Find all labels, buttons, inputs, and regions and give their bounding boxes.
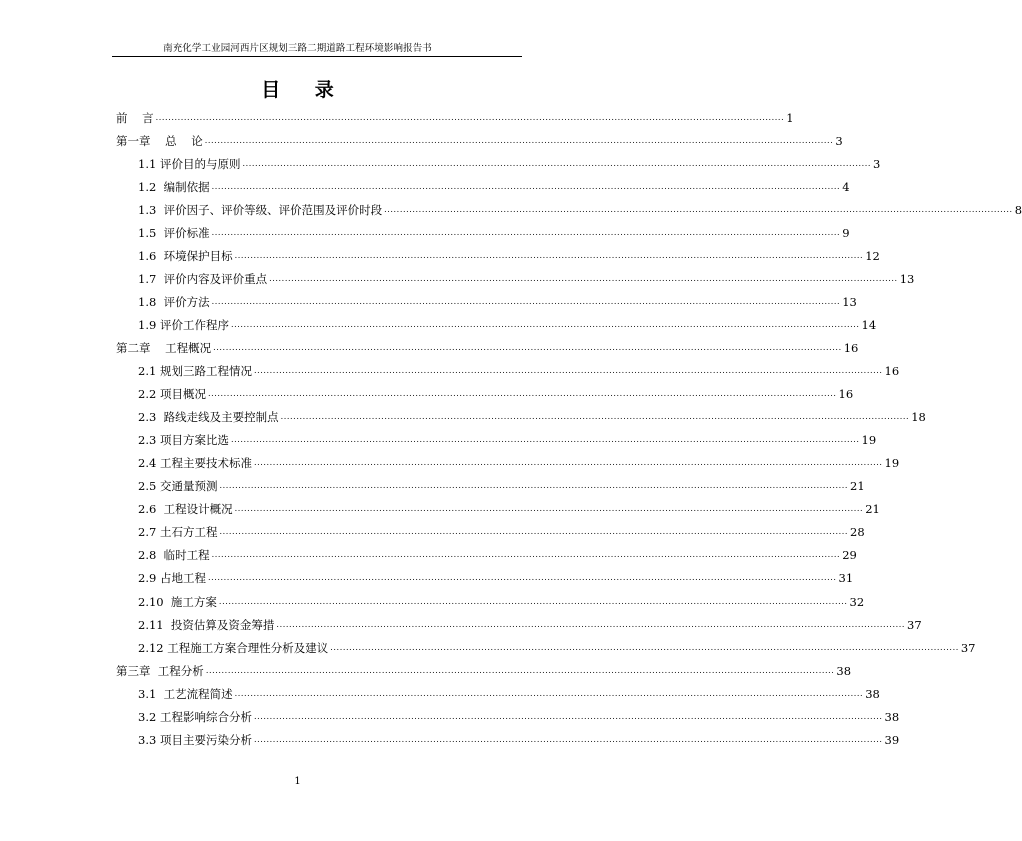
toc-entry-label: 2.4 工程主要技术标准 bbox=[138, 456, 252, 471]
toc-entry-page: 29 bbox=[842, 548, 857, 563]
toc-dot-leader: ........................................................................................................................................................................................................ bbox=[207, 389, 837, 399]
toc-entry[interactable] bbox=[116, 290, 857, 313]
toc-entry-label: 2.9 占地工程 bbox=[138, 571, 206, 586]
toc-entry-page: 19 bbox=[884, 456, 900, 471]
toc-entry-label: 2.1 规划三路工程情况 bbox=[138, 364, 252, 379]
toc-entry-label: 第三章 工程分析 bbox=[116, 663, 204, 678]
toc-entry-label: 1.1 评价目的与原则 bbox=[138, 156, 241, 171]
toc-entry[interactable] bbox=[116, 498, 880, 521]
toc-entry[interactable] bbox=[116, 106, 794, 129]
toc-entry-label: 1.6 环境保护目标 bbox=[138, 248, 233, 263]
toc-entry-label: 2.5 交通量预测 bbox=[138, 479, 218, 494]
toc-entry-page: 38 bbox=[836, 663, 852, 678]
toc-entry-label: 2.7 土石方工程 bbox=[138, 525, 218, 540]
page-number: 1 bbox=[294, 776, 301, 787]
toc-entry-page: 3 bbox=[835, 133, 843, 148]
toc-dot-leader: ........................................................................................................................................................................................................ bbox=[213, 342, 842, 352]
toc-entry[interactable] bbox=[116, 636, 976, 659]
toc-entry-label: 1.3 评价因子、评价等级、评价范围及评价时段 bbox=[138, 202, 383, 217]
toc-entry-page: 1 bbox=[786, 110, 794, 125]
toc-entry[interactable] bbox=[116, 659, 852, 682]
toc-entry-label: 1.9 评价工作程序 bbox=[138, 317, 229, 332]
toc-entry-page: 38 bbox=[884, 709, 900, 724]
toc-entry-label: 3.1 工艺流程简述 bbox=[138, 686, 233, 701]
toc-entry-page: 16 bbox=[884, 364, 900, 379]
toc-entry-label: 1.2 编制依据 bbox=[138, 179, 210, 194]
header-rule bbox=[112, 56, 522, 57]
toc-entry[interactable] bbox=[116, 613, 922, 636]
toc-dot-leader: ........................................................................................................................................................................................................ bbox=[211, 227, 841, 237]
toc-entry-label: 2.12 工程施工方案合理性分析及建议 bbox=[138, 640, 329, 655]
toc-title: 目 录 bbox=[261, 79, 348, 101]
toc-entry-page: 21 bbox=[865, 502, 880, 517]
toc-entry-label: 2.2 项目概况 bbox=[138, 387, 206, 402]
toc-entry-page: 28 bbox=[850, 525, 865, 540]
toc-entry-label: 2.11 投资估算及资金筹措 bbox=[138, 617, 275, 632]
toc-entry[interactable] bbox=[116, 452, 900, 475]
toc-entry-page: 8 bbox=[1014, 202, 1022, 217]
toc-entry[interactable] bbox=[116, 360, 900, 383]
toc-dot-leader: ........................................................................................................................................................................................................ bbox=[219, 481, 849, 491]
toc-dot-leader: ........................................................................................................................................................................................................ bbox=[205, 665, 835, 675]
toc-dot-leader: ........................................................................................................................................................................................................ bbox=[242, 158, 872, 168]
toc-dot-leader: ........................................................................................................................................................................................................ bbox=[230, 435, 860, 445]
toc-entry[interactable] bbox=[116, 544, 857, 567]
toc-entry[interactable] bbox=[116, 383, 854, 406]
toc-dot-leader: ........................................................................................................................................................................................................ bbox=[207, 573, 837, 583]
toc-entry-label: 2.3 路线走线及主要控制点 bbox=[138, 410, 279, 425]
toc-dot-leader: ........................................................................................................................................................................................................ bbox=[230, 319, 860, 329]
toc-entry-page: 37 bbox=[960, 640, 976, 655]
toc-dot-leader: ........................................................................................................................................................................................................ bbox=[155, 112, 785, 122]
toc-dot-leader: ........................................................................................................................................................................................................ bbox=[211, 181, 841, 191]
toc-dot-leader: ........................................................................................................................................................................................................ bbox=[211, 550, 841, 560]
toc-entry-label: 2.8 临时工程 bbox=[138, 548, 210, 563]
toc-entry[interactable] bbox=[116, 244, 880, 267]
toc-entry[interactable] bbox=[116, 152, 881, 175]
toc-entry[interactable] bbox=[116, 221, 850, 244]
toc-entry-label: 1.7 评价内容及评价重点 bbox=[138, 271, 268, 286]
toc-entry-page: 37 bbox=[907, 617, 922, 632]
toc-entry[interactable] bbox=[116, 313, 877, 336]
toc-dot-leader: ........................................................................................................................................................................................................ bbox=[269, 273, 898, 283]
toc-entry-label: 3.3 项目主要污染分析 bbox=[138, 732, 252, 747]
toc-entry[interactable] bbox=[116, 336, 859, 359]
toc-entry[interactable] bbox=[116, 590, 865, 613]
toc-entry-page: 21 bbox=[850, 479, 865, 494]
toc-entry[interactable] bbox=[116, 567, 854, 590]
toc-entry-page: 16 bbox=[843, 340, 859, 355]
toc-entry[interactable] bbox=[116, 406, 926, 429]
toc-entry-page: 18 bbox=[911, 410, 926, 425]
toc-dot-leader: ........................................................................................................................................................................................................ bbox=[253, 734, 883, 744]
toc-entry-page: 16 bbox=[838, 387, 854, 402]
toc-entry-label: 3.2 工程影响综合分析 bbox=[138, 709, 252, 724]
toc-entry-page: 4 bbox=[842, 179, 850, 194]
toc-dot-leader: ........................................................................................................................................................................................................ bbox=[280, 412, 910, 422]
toc-entry-label: 1.5 评价标准 bbox=[138, 225, 210, 240]
toc-entry-label: 前 言 bbox=[116, 110, 154, 125]
toc-dot-leader: ........................................................................................................................................................................................................ bbox=[234, 504, 864, 514]
toc-dot-leader: ........................................................................................................................................................................................................ bbox=[330, 642, 959, 652]
toc-dot-leader: ........................................................................................................................................................................................................ bbox=[219, 527, 849, 537]
toc-entry[interactable] bbox=[116, 267, 915, 290]
toc-entry[interactable] bbox=[116, 475, 865, 498]
table-of-contents bbox=[116, 106, 1022, 751]
toc-entry-label: 2.10 施工方案 bbox=[138, 594, 217, 609]
toc-entry-page: 13 bbox=[899, 271, 915, 286]
toc-entry-page: 19 bbox=[861, 433, 877, 448]
toc-entry[interactable] bbox=[116, 129, 843, 152]
toc-entry[interactable] bbox=[116, 198, 1022, 221]
running-header: 南充化学工业园河西片区规划三路二期道路工程环境影响报告书 bbox=[163, 43, 432, 54]
toc-dot-leader: ........................................................................................................................................................................................................ bbox=[211, 296, 841, 306]
toc-entry-page: 32 bbox=[849, 594, 865, 609]
toc-entry-page: 12 bbox=[865, 248, 880, 263]
toc-entry-label: 第一章 总 论 bbox=[116, 133, 203, 148]
toc-dot-leader: ........................................................................................................................................................................................................ bbox=[384, 204, 1013, 214]
toc-dot-leader: ........................................................................................................................................................................................................ bbox=[253, 458, 883, 468]
toc-entry-label: 1.8 评价方法 bbox=[138, 294, 210, 309]
toc-entry-page: 14 bbox=[861, 317, 877, 332]
toc-dot-leader: ........................................................................................................................................................................................................ bbox=[253, 366, 883, 376]
toc-entry-page: 31 bbox=[838, 571, 854, 586]
toc-entry-label: 2.6 工程设计概况 bbox=[138, 502, 233, 517]
toc-entry[interactable] bbox=[116, 682, 880, 705]
toc-entry-page: 38 bbox=[865, 686, 880, 701]
toc-dot-leader: ........................................................................................................................................................................................................ bbox=[276, 619, 906, 629]
toc-entry-label: 2.3 项目方案比选 bbox=[138, 433, 229, 448]
toc-entry[interactable] bbox=[116, 175, 850, 198]
toc-entry-label: 第二章 工程概况 bbox=[116, 340, 212, 355]
toc-entry[interactable] bbox=[116, 705, 900, 728]
toc-entry-page: 9 bbox=[842, 225, 850, 240]
toc-entry-page: 3 bbox=[873, 156, 881, 171]
toc-dot-leader: ........................................................................................................................................................................................................ bbox=[234, 250, 864, 260]
toc-dot-leader: ........................................................................................................................................................................................................ bbox=[234, 688, 864, 698]
toc-entry[interactable] bbox=[116, 429, 877, 452]
toc-entry[interactable] bbox=[116, 728, 900, 751]
toc-dot-leader: ........................................................................................................................................................................................................ bbox=[204, 135, 834, 145]
toc-entry-page: 13 bbox=[842, 294, 857, 309]
toc-dot-leader: ........................................................................................................................................................................................................ bbox=[218, 596, 848, 606]
toc-entry-page: 39 bbox=[884, 732, 900, 747]
toc-dot-leader: ........................................................................................................................................................................................................ bbox=[253, 711, 883, 721]
toc-entry[interactable] bbox=[116, 521, 865, 544]
